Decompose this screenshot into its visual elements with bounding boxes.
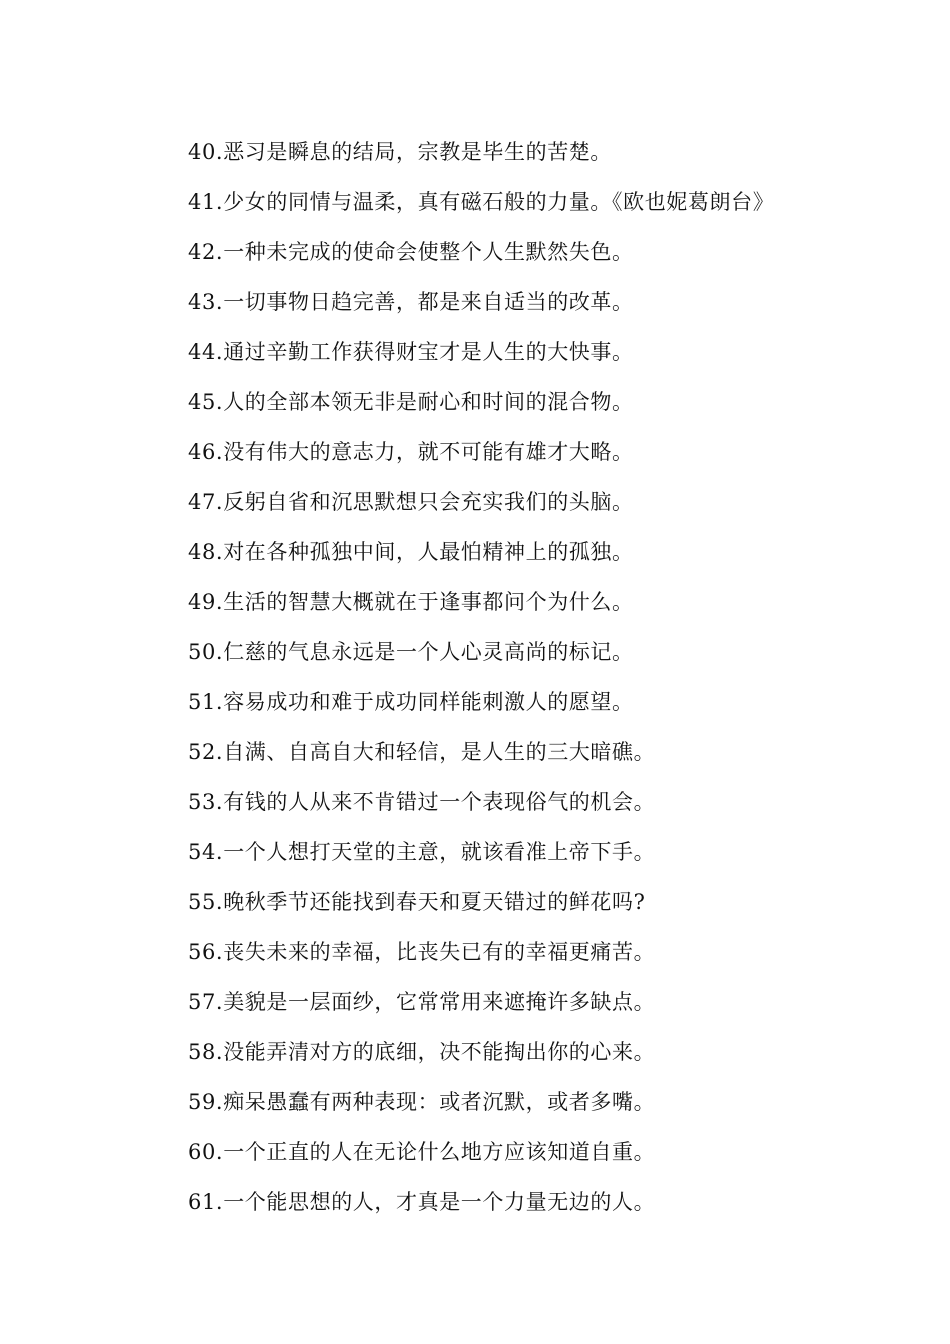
quote-list	[188, 136, 774, 1236]
quote-line-51: 51.容易成功和难于成功同样能刺激人的愿望。	[188, 690, 634, 714]
quote-line-40: 40.恶习是瞬息的结局，宗教是毕生的苦楚。	[188, 140, 612, 164]
quote-line-45: 45.人的全部本领无非是耐心和时间的混合物。	[188, 390, 634, 414]
quote-line-42: 42.一种未完成的使命会使整个人生默然失色。	[188, 240, 634, 264]
quote-line-59: 59.痴呆愚蠢有两种表现：或者沉默，或者多嘴。	[188, 1090, 656, 1114]
quote-line-47: 47.反躬自省和沉思默想只会充实我们的头脑。	[188, 490, 634, 514]
quote-line-55: 55.晚秋季节还能找到春天和夏天错过的鲜花吗?	[188, 890, 646, 914]
quote-line-58: 58.没能弄清对方的底细，决不能掏出你的心来。	[188, 1040, 656, 1064]
quote-line-61: 61.一个能思想的人，才真是一个力量无边的人。	[188, 1190, 656, 1214]
quote-line-60: 60.一个正直的人在无论什么地方应该知道自重。	[188, 1140, 656, 1164]
quote-line-43: 43.一切事物日趋完善，都是来自适当的改革。	[188, 290, 634, 314]
quote-line-57: 57.美貌是一层面纱，它常常用来遮掩许多缺点。	[188, 990, 656, 1014]
quote-line-54: 54.一个人想打天堂的主意，就该看准上帝下手。	[188, 840, 656, 864]
quote-line-49: 49.生活的智慧大概就在于逢事都问个为什么。	[188, 590, 634, 614]
quote-line-56: 56.丧失未来的幸福，比丧失已有的幸福更痛苦。	[188, 940, 656, 964]
quote-line-44: 44.通过辛勤工作获得财宝才是人生的大快事。	[188, 340, 634, 364]
quote-line-48: 48.对在各种孤独中间，人最怕精神上的孤独。	[188, 540, 634, 564]
quote-line-41: 41.少女的同情与温柔，真有磁石般的力量。《欧也妮葛朗台》	[188, 190, 775, 214]
quote-line-52: 52.自满、自高自大和轻信，是人生的三大暗礁。	[188, 740, 656, 764]
quote-line-50: 50.仁慈的气息永远是一个人心灵高尚的标记。	[188, 640, 634, 664]
quote-line-53: 53.有钱的人从来不肯错过一个表现俗气的机会。	[188, 790, 656, 814]
quote-line-46: 46.没有伟大的意志力，就不可能有雄才大略。	[188, 440, 634, 464]
